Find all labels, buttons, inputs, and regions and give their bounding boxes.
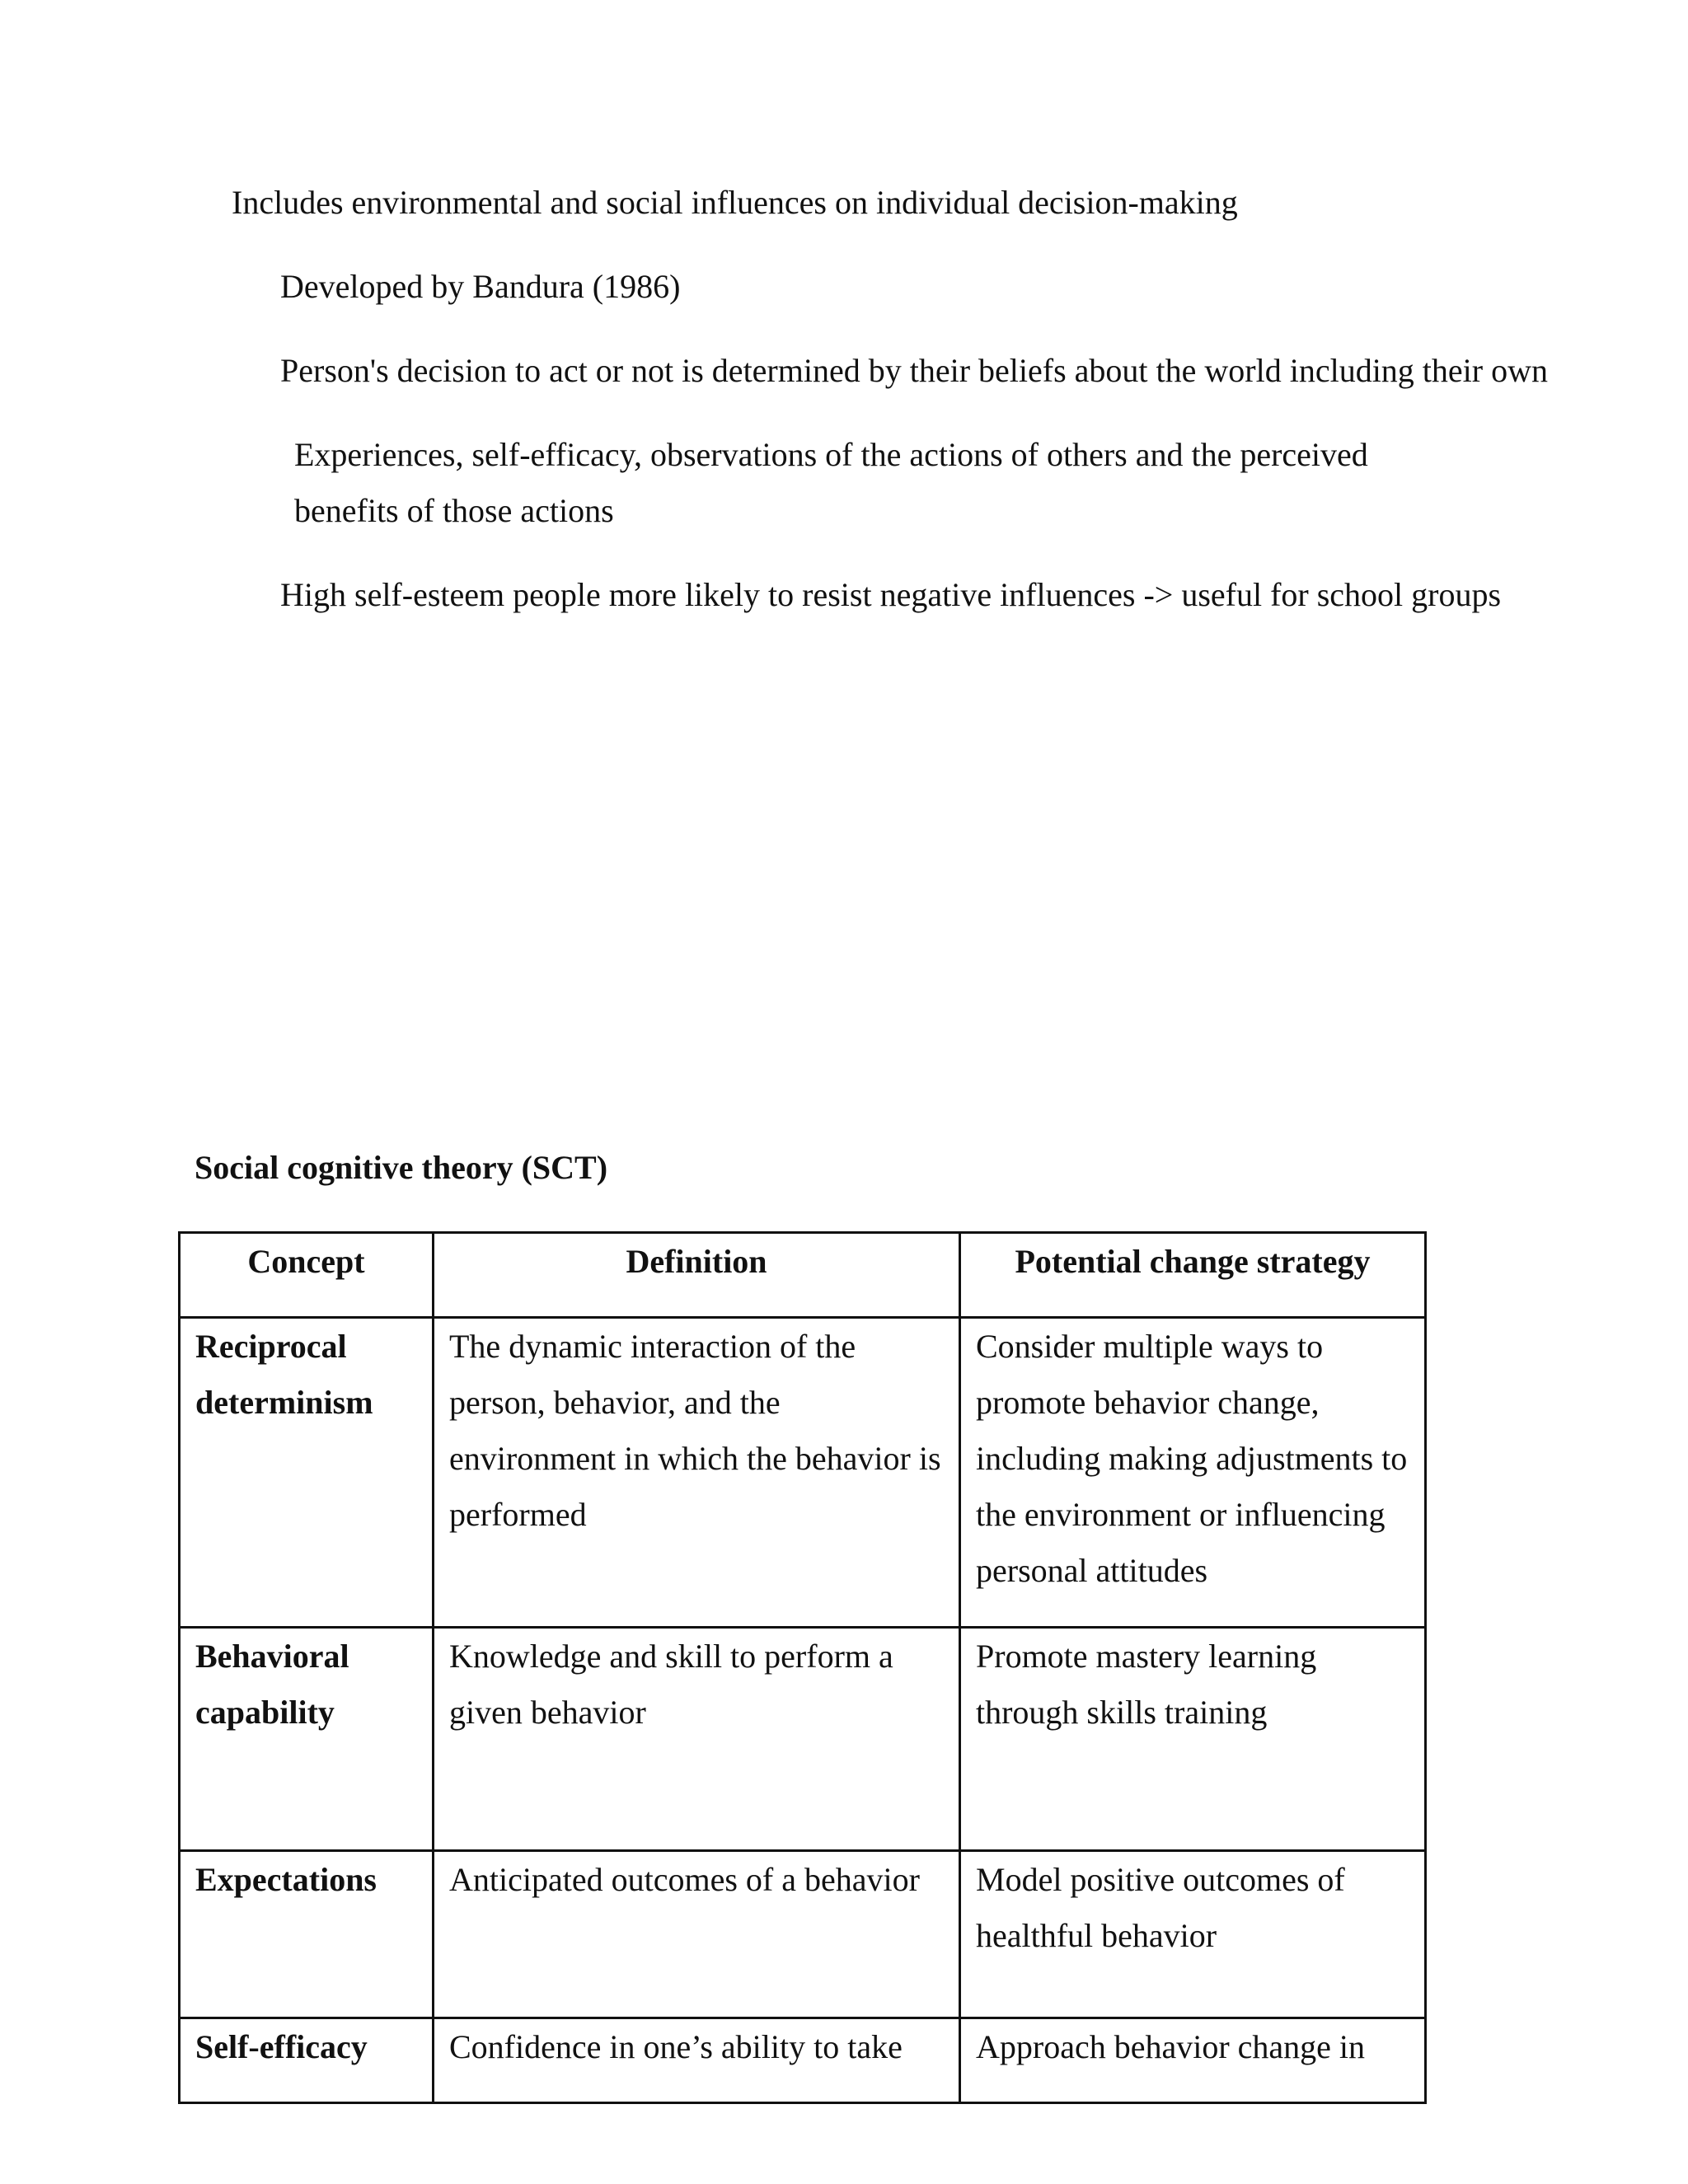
note-line-5: High self-esteem people more likely to resist negative influences -> useful for school groups: [280, 576, 1502, 613]
table-header-row: [180, 1233, 1426, 1318]
header-strategy: Potential change strategy: [960, 1233, 1426, 1318]
note-line-4b: benefits of those actions: [294, 492, 614, 529]
note-line-1: Includes environmental and social influences on individual decision-making: [232, 184, 1238, 221]
note-line-2: Developed by Bandura (1986): [280, 268, 681, 305]
table-row: [180, 1628, 1426, 1851]
section-title: Social cognitive theory (SCT): [195, 1149, 608, 1186]
strategy-cell: Promote mastery learning through skills training: [960, 1628, 1426, 1851]
table-row: [180, 2018, 1426, 2103]
concept-cell: Reciprocal determinism: [180, 1318, 434, 1628]
strategy-cell: Model positive outcomes of healthful behavior: [960, 1851, 1426, 2018]
strategy-cell: Consider multiple ways to promote behavior change, including making adjustments to the environment or influencing personal attitudes: [960, 1318, 1426, 1628]
concept-cell: Expectations: [180, 1851, 434, 2018]
table-row: [180, 1318, 1426, 1628]
note-line-3: Person's decision to act or not is determined by their beliefs about the world including their own: [280, 352, 1548, 389]
concept-cell: Self-efficacy: [180, 2018, 434, 2103]
header-concept: Concept: [180, 1233, 434, 1318]
definition-cell: The dynamic interaction of the person, behavior, and the environment in which the behavior is performed: [434, 1318, 960, 1628]
strategy-cell: Approach behavior change in: [960, 2018, 1426, 2103]
sct-table: [178, 1231, 1427, 2104]
definition-cell: Knowledge and skill to perform a given behavior: [434, 1628, 960, 1851]
definition-cell: Anticipated outcomes of a behavior: [434, 1851, 960, 2018]
header-definition: Definition: [434, 1233, 960, 1318]
definition-cell: Confidence in one’s ability to take: [434, 2018, 960, 2103]
note-line-4a: Experiences, self-efficacy, observations of the actions of others and the perceived: [294, 436, 1368, 473]
table-row: [180, 1851, 1426, 2018]
concept-cell: Behavioral capability: [180, 1628, 434, 1851]
